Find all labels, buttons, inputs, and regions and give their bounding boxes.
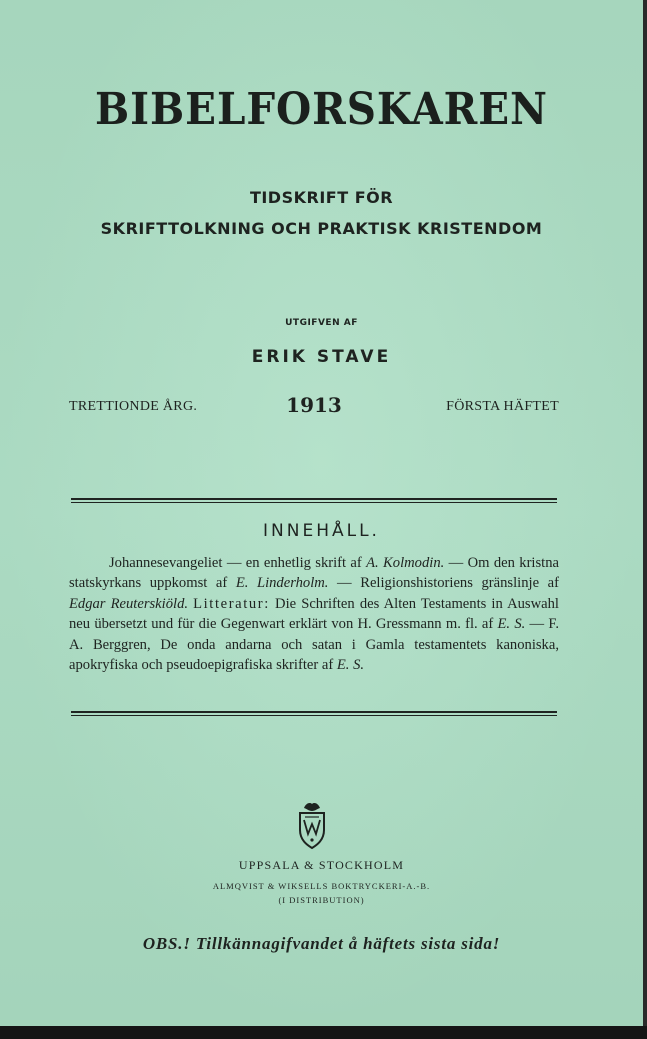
notice-text: OBS.! Tillkännagifvandet å häftets sista sida! — [142, 934, 501, 953]
year-label: 1913 — [286, 393, 342, 417]
contents-author: Edgar Reuterskiöld. — [69, 595, 189, 612]
subtitle-line-1: TIDSKRIFT FÖR — [249, 188, 394, 207]
publisher-distribution: (I DISTRIBUTION) — [278, 895, 365, 905]
scan-edge — [0, 1026, 647, 1039]
issue-label: FÖRSTA HÄFTET — [446, 399, 559, 414]
contents-author: A. Kolmodin. — [366, 555, 445, 571]
journal-title: BIBELFORSKAREN — [95, 84, 548, 135]
contents-text-part: — F. A. Berggren, De onda andarna och satan i Gamla testamentets kanoniska, apokryfiska och pseudoepigrafiska skrifter af — [69, 616, 559, 674]
contents-author: E. S. — [336, 657, 365, 674]
contents-text-part: Die Schriften des Alten Testaments in Auswahl neu übersetzt und für die Gegenwart erklärt von H. Gressmann m. fl. af — [69, 595, 559, 633]
publisher-emblem-icon — [295, 800, 329, 850]
editor-name: ERIK STAVE — [251, 347, 392, 367]
divider-top — [71, 498, 557, 503]
issue-info-row — [69, 393, 559, 419]
editor-label: UTGIFVEN AF — [285, 318, 358, 328]
divider-bottom — [71, 711, 557, 716]
contents-text-part: — Om den kristna statskyrkans uppkomst af — [69, 555, 559, 592]
contents-text-part: Johannesevangeliet — en enhetlig skrift af — [109, 555, 367, 571]
volume-label: TRETTIONDE ÅRG. — [69, 399, 198, 414]
subtitle-line-2: SKRIFTTOLKNING OCH PRAKTISK KRISTENDOM — [100, 219, 543, 238]
contents-text-part: — Religionshistoriens gränslinje af — [328, 575, 559, 592]
literature-label: Litteratur: — [193, 595, 270, 612]
contents-author: E. S. — [497, 616, 526, 633]
publisher-city: UPPSALA & STOCKHOLM — [238, 858, 405, 872]
contents-author: E. Linderholm. — [235, 575, 329, 592]
publisher-printer: ALMQVIST & WIKSELLS BOKTRYCKERI-A.-B. — [212, 881, 431, 891]
contents-heading: INNEHÅLL. — [263, 521, 380, 541]
contents-text — [69, 553, 559, 675]
